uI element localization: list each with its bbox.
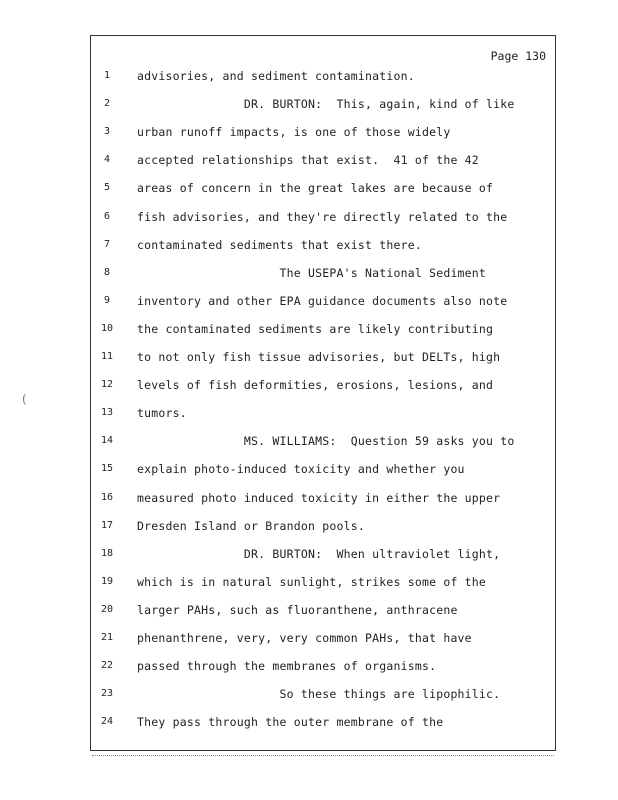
line-number: 5 — [103, 182, 111, 193]
transcript-line: MS. WILLIAMS: Question 59 asks you to — [137, 434, 515, 448]
footer-rule — [92, 755, 554, 756]
transcript-line: Dresden Island or Brandon pools. — [137, 519, 365, 533]
line-number: 2 — [103, 98, 111, 109]
line-number: 9 — [103, 295, 111, 306]
margin-mark: ( — [22, 392, 27, 406]
transcript-line: advisories, and sediment contamination. — [137, 69, 415, 83]
line-number: 24 — [100, 716, 114, 727]
line-number: 4 — [103, 154, 111, 165]
transcript-line: measured photo induced toxicity in either the upper — [137, 491, 501, 505]
transcript-line: DR. BURTON: When ultraviolet light, — [137, 547, 501, 561]
line-number: 7 — [103, 239, 111, 250]
transcript-line: The USEPA's National Sediment — [137, 266, 487, 280]
line-number: 13 — [100, 407, 114, 418]
line-number: 8 — [103, 267, 111, 278]
transcript-line: to not only fish tissue advisories, but DELTs, high — [137, 350, 501, 364]
transcript-line: accepted relationships that exist. 41 of the 42 — [137, 153, 479, 167]
transcript-line: DR. BURTON: This, again, kind of like — [137, 97, 515, 111]
line-number: 10 — [100, 323, 114, 334]
transcript-line: explain photo-induced toxicity and whether you — [137, 462, 465, 476]
line-number: 19 — [100, 576, 114, 587]
line-number: 15 — [100, 463, 114, 474]
transcript-line: the contaminated sediments are likely contributing — [137, 322, 494, 336]
transcript-line: larger PAHs, such as fluoranthene, anthracene — [137, 603, 458, 617]
line-number: 3 — [103, 126, 111, 137]
transcript-line: which is in natural sunlight, strikes some of the — [137, 575, 487, 589]
line-number: 6 — [103, 211, 111, 222]
line-number: 1 — [103, 70, 111, 81]
transcript-line: areas of concern in the great lakes are because of — [137, 181, 494, 195]
line-number: 11 — [100, 351, 114, 362]
line-number: 16 — [100, 492, 114, 503]
page-number: Page 130 — [490, 49, 546, 63]
line-number: 12 — [100, 379, 114, 390]
line-number: 20 — [100, 604, 114, 615]
transcript-line: phenanthrene, very, very common PAHs, that have — [137, 631, 472, 645]
transcript-line: urban runoff impacts, is one of those widely — [137, 125, 451, 139]
transcript-line: tumors. — [137, 406, 187, 420]
transcript-line: levels of fish deformities, erosions, lesions, and — [137, 378, 494, 392]
line-number: 22 — [100, 660, 114, 671]
line-number: 14 — [100, 435, 114, 446]
transcript-line: They pass through the outer membrane of the — [137, 715, 444, 729]
transcript-line: So these things are lipophilic. — [137, 687, 501, 701]
transcript-line: passed through the membranes of organisms. — [137, 659, 437, 673]
transcript-line: fish advisories, and they're directly related to the — [137, 210, 508, 224]
line-number: 17 — [100, 520, 114, 531]
line-number: 21 — [100, 632, 114, 643]
transcript-line: contaminated sediments that exist there. — [137, 238, 422, 252]
line-number: 23 — [100, 688, 114, 699]
line-number: 18 — [100, 548, 114, 559]
transcript-line: inventory and other EPA guidance documents also note — [137, 294, 508, 308]
